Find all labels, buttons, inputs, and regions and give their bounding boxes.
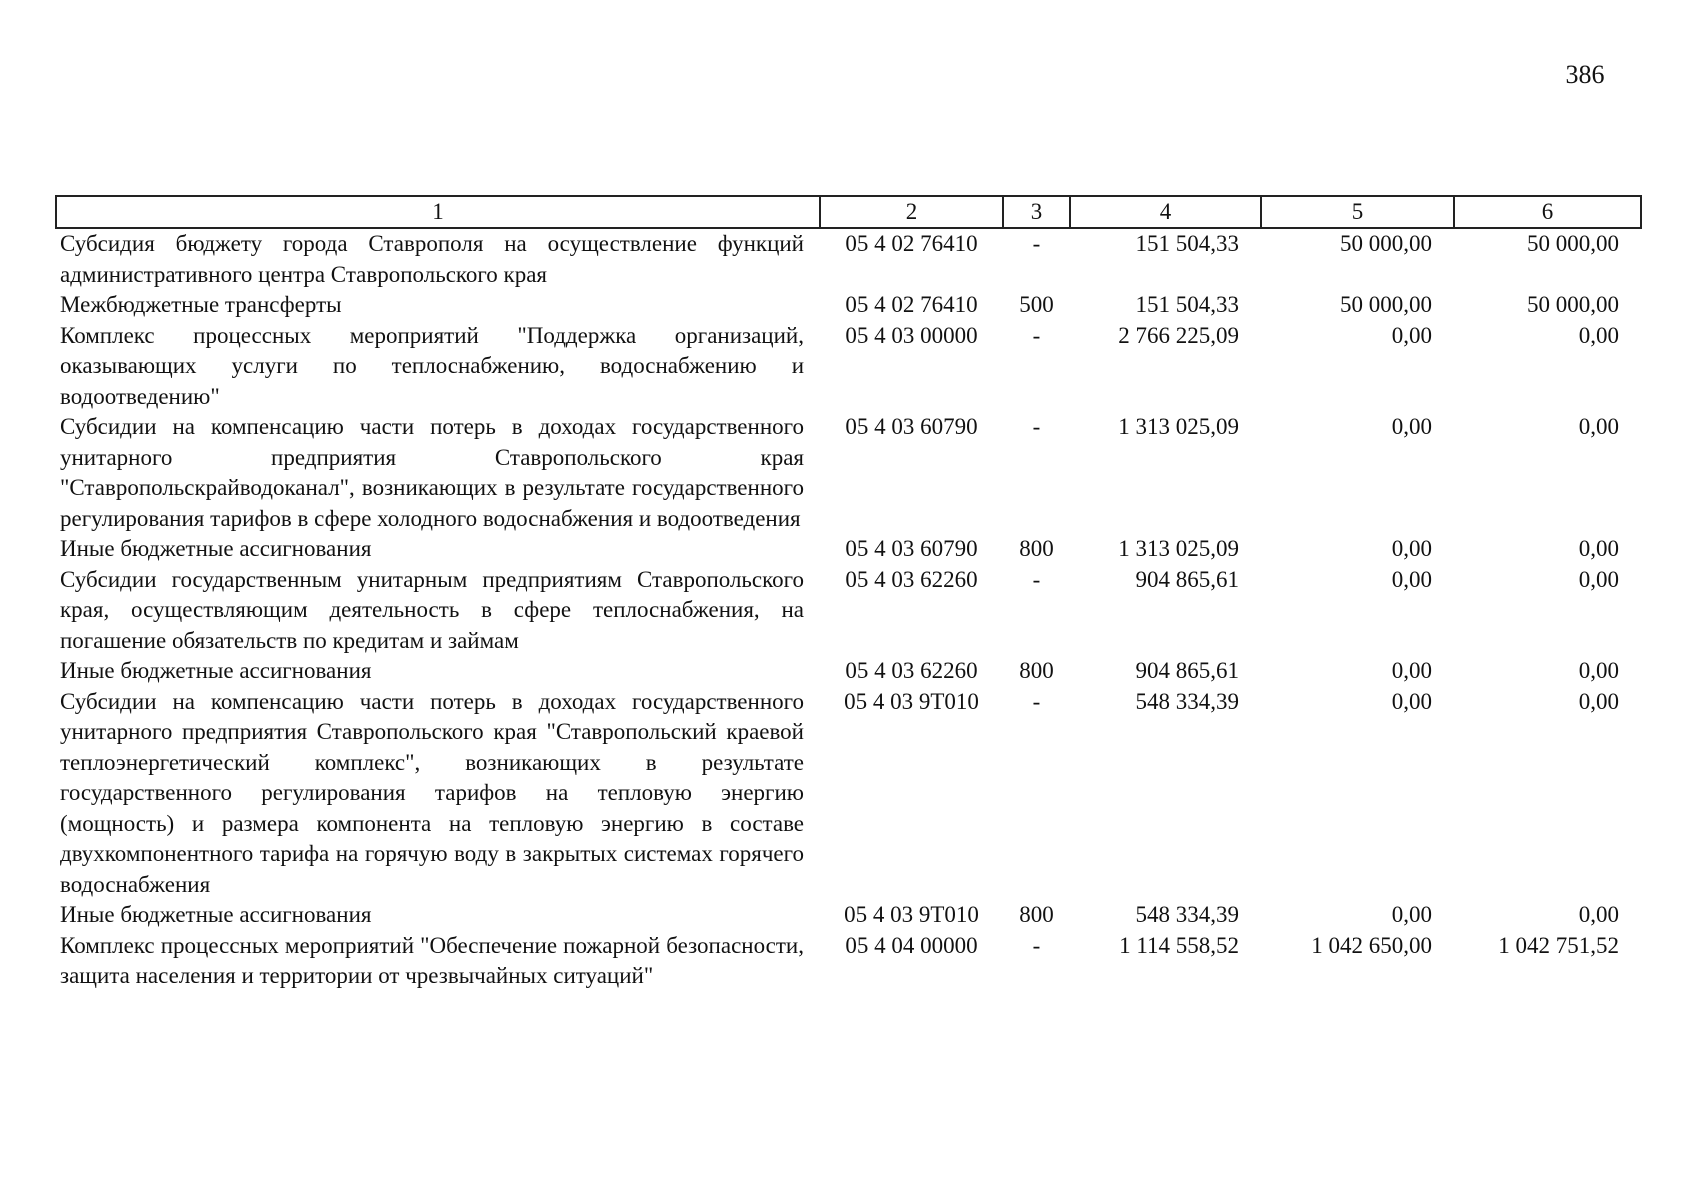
row-type-cell: 800: [1019, 536, 1054, 561]
row-type-cell: 800: [1019, 658, 1054, 683]
row-type-cell: -: [1032, 688, 1041, 714]
column-header: 5: [1261, 196, 1454, 228]
row-name-cell: Субсидии государственным унитарным предприятиям Ставропольского края, осуществляющим деятельность в сфере теплоснабжения, на погашение обязательств по кредитам и займам: [60, 566, 804, 653]
row-amount-cell: 0,00: [1391, 902, 1432, 927]
row-code-cell: 05 4 04 00000: [845, 932, 978, 958]
row-amount-cell: 0,00: [1578, 902, 1619, 927]
row-name-cell: Комплекс процессных мероприятий "Поддержка организаций, оказывающих услуги по теплоснабжению, водоснабжению и водоотведению": [60, 322, 804, 409]
row-amount-cell: 0,00: [1578, 566, 1619, 592]
row-code-cell: 05 4 03 60790: [845, 536, 978, 561]
row-name-cell: Субсидии на компенсацию части потерь в доходах государственного унитарного предприятия Ставропольского края "Ставропольcкрайводоканал", возникающих в результате государственного регулирования тарифов в сфере холодного водоснабжения и водоотведения: [60, 414, 804, 531]
table-row: [56, 900, 1641, 931]
table-row: [56, 228, 1641, 290]
row-amount-cell: 548 334,39: [1135, 688, 1239, 714]
row-type-cell: 500: [1019, 292, 1054, 317]
column-header: 6: [1454, 196, 1641, 228]
row-amount-cell: 50 000,00: [1340, 292, 1432, 317]
table-body: [56, 228, 1641, 992]
table-row: [56, 931, 1641, 992]
row-code-cell: 05 4 03 00000: [845, 322, 978, 348]
row-name-cell: Иные бюджетные ассигнования: [60, 658, 372, 683]
row-amount-cell: 0,00: [1391, 566, 1432, 592]
table-row: [56, 656, 1641, 687]
row-amount-cell: 904 865,61: [1135, 566, 1239, 592]
column-header: 4: [1070, 196, 1261, 228]
row-name-cell: Иные бюджетные ассигнования: [60, 536, 372, 561]
row-code-cell: 05 4 02 76410: [845, 231, 978, 256]
column-header: 2: [820, 196, 1003, 228]
table-row: [56, 321, 1641, 413]
table-row: [56, 412, 1641, 534]
row-code-cell: 05 4 02 76410: [845, 292, 978, 317]
row-name-cell: Комплекс процессных мероприятий "Обеспечение пожарной безопасности, защита населения и территории от чрезвычайных ситуаций": [60, 932, 804, 988]
row-name-cell: Субсидия бюджету города Ставрополя на осуществление функций административного центра Ставропольского края: [60, 231, 804, 287]
row-amount-cell: 0,00: [1578, 688, 1619, 714]
row-amount-cell: 0,00: [1391, 658, 1432, 683]
row-amount-cell: 0,00: [1578, 658, 1619, 683]
row-type-cell: 800: [1019, 902, 1054, 927]
row-amount-cell: 1 313 025,09: [1118, 536, 1239, 561]
row-amount-cell: 50 000,00: [1527, 231, 1619, 256]
row-amount-cell: 0,00: [1391, 414, 1432, 439]
row-amount-cell: 50 000,00: [1340, 231, 1432, 256]
row-amount-cell: 0,00: [1391, 688, 1432, 714]
row-amount-cell: 1 042 650,00: [1311, 932, 1432, 958]
row-amount-cell: 0,00: [1391, 536, 1432, 561]
table-header-row: [56, 196, 1641, 228]
row-type-cell: -: [1032, 414, 1041, 439]
row-type-cell: -: [1032, 231, 1041, 256]
row-code-cell: 05 4 03 9Т010: [844, 688, 979, 714]
row-type-cell: -: [1032, 566, 1041, 592]
row-amount-cell: 904 865,61: [1135, 658, 1239, 683]
row-amount-cell: 151 504,33: [1135, 292, 1239, 317]
row-name-cell: Субсидии на компенсацию части потерь в доходах государственного унитарного предприятия Ставропольского края "Ставропольский краевой теплоэнергетический комплекс", возникающих в результате государственного регулирования тарифов на тепловую энергию (мощность) и размера компонента на тепловую энергию в составе двухкомпонентного тарифа на горячую воду в закрытых системах горячего водоснабжения: [60, 688, 804, 897]
column-header: 1: [56, 196, 820, 228]
row-amount-cell: 50 000,00: [1527, 292, 1619, 317]
row-code-cell: 05 4 03 60790: [845, 414, 978, 439]
row-name-cell: Иные бюджетные ассигнования: [60, 902, 372, 927]
row-type-cell: -: [1032, 932, 1041, 958]
row-code-cell: 05 4 03 9Т010: [844, 902, 979, 927]
row-amount-cell: 0,00: [1578, 322, 1619, 348]
table-row: [56, 687, 1641, 901]
page-number: 386: [1565, 60, 1605, 89]
row-amount-cell: 1 313 025,09: [1118, 414, 1239, 439]
row-name-cell: Межбюджетные трансферты: [60, 292, 342, 317]
row-amount-cell: 151 504,33: [1135, 231, 1239, 256]
table-row: [56, 290, 1641, 321]
row-amount-cell: 0,00: [1391, 322, 1432, 348]
table-row: [56, 534, 1641, 565]
row-amount-cell: 548 334,39: [1135, 902, 1239, 927]
budget-table: [55, 195, 1642, 992]
row-type-cell: -: [1032, 322, 1041, 348]
column-header: 3: [1003, 196, 1070, 228]
row-amount-cell: 1 114 558,52: [1119, 932, 1239, 958]
row-amount-cell: 0,00: [1578, 414, 1619, 439]
row-amount-cell: 0,00: [1578, 536, 1619, 561]
table-row: [56, 565, 1641, 657]
row-code-cell: 05 4 03 62260: [845, 566, 978, 592]
row-amount-cell: 2 766 225,09: [1118, 322, 1239, 348]
row-amount-cell: 1 042 751,52: [1498, 932, 1619, 958]
row-code-cell: 05 4 03 62260: [845, 658, 978, 683]
